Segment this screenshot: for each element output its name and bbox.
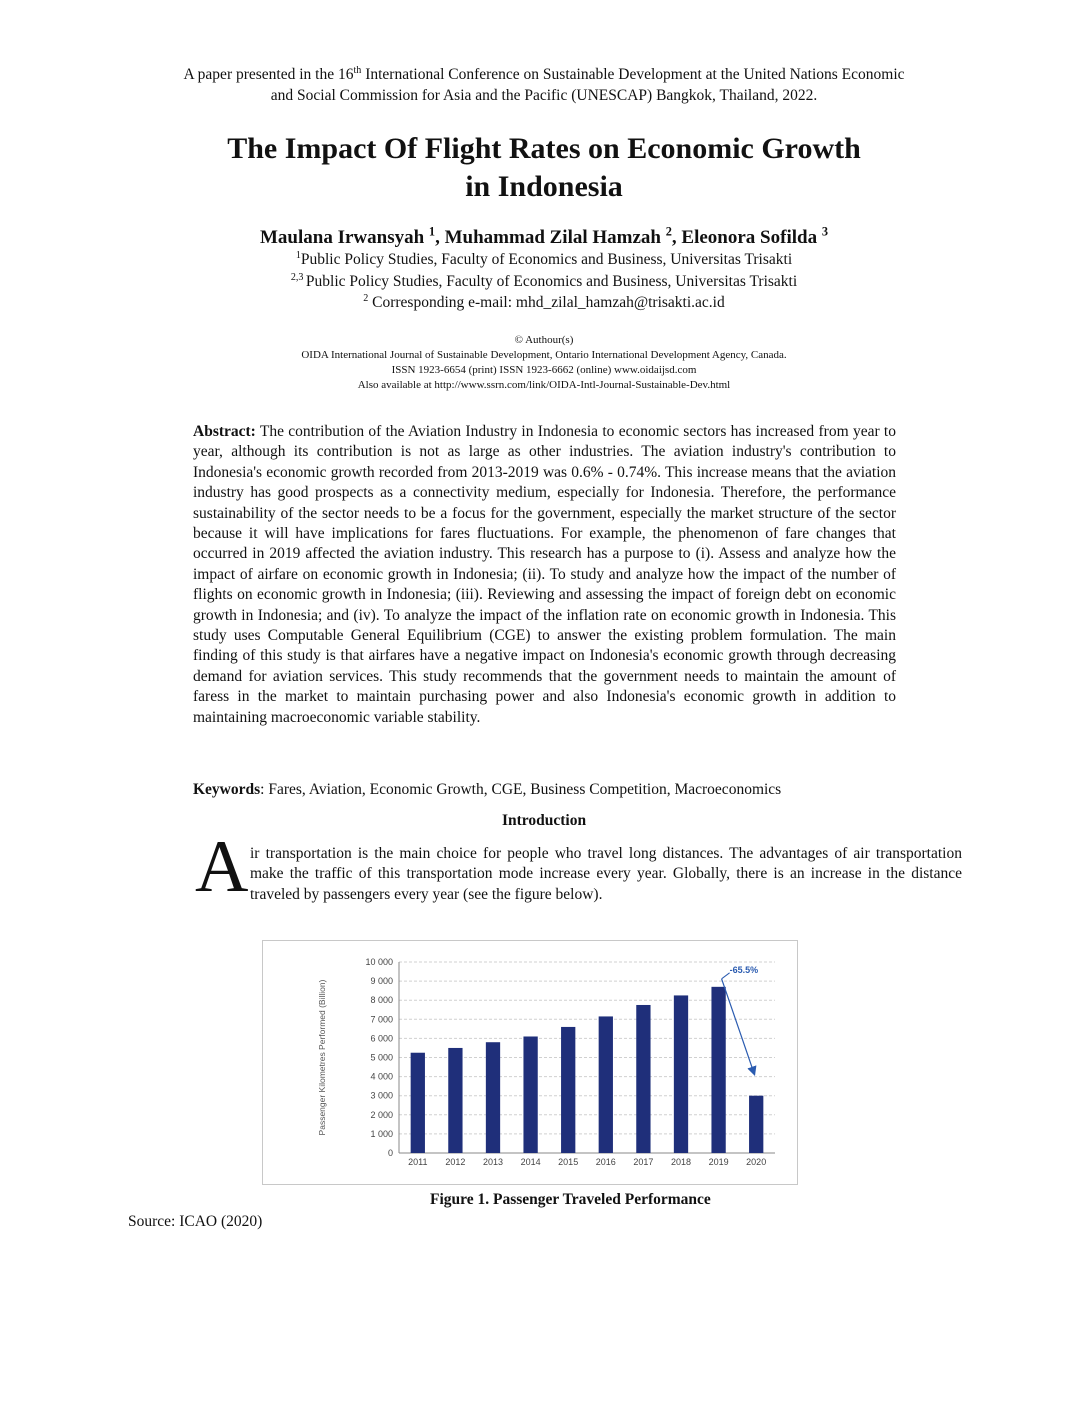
conference-note bbox=[112, 64, 976, 106]
affiliation-1-text: Public Policy Studies, Faculty of Economics and Business, Universitas Trisakti bbox=[300, 251, 793, 268]
issn-line: ISSN 1923-6654 (print) ISSN 1923-6662 (online) www.oidaijsd.com bbox=[391, 364, 697, 376]
affiliation-1 bbox=[144, 250, 944, 270]
abstract bbox=[193, 422, 896, 728]
y-tick-label: 9 000 bbox=[370, 976, 393, 987]
y-tick-label: 10 000 bbox=[365, 957, 393, 967]
bar bbox=[411, 1053, 425, 1153]
figure-1-chart bbox=[262, 940, 798, 1185]
x-tick-label: 2020 bbox=[746, 1157, 767, 1167]
bar bbox=[711, 987, 725, 1153]
bar bbox=[599, 1016, 613, 1153]
x-tick-label: 2019 bbox=[708, 1157, 729, 1167]
x-tick-label: 2014 bbox=[520, 1157, 541, 1167]
bar bbox=[674, 995, 688, 1153]
y-axis-title: Passenger Kilometres Performed (Billion) bbox=[317, 979, 327, 1136]
y-tick-label: 7 000 bbox=[370, 1014, 393, 1025]
abstract-text: The contribution of the Aviation Industry in Indonesia to economic sectors has increased from year to year, although its contribution is not as large as other industries. The aviation industry's contribution to Indonesia's economic growth recorded from 2013-2019 was 0.6% - 0.74%. This increase means that the aviation industry has good prospects as a connectivity medium, especially for Indonesia. Therefore, the performance sustainability of the sector needs to be a focus for the government, especially the market structure of the sector because it will have implications for fares fluctuations. For example, the phenomenon of fare changes that occurred in 2019 affected the aviation industry. This research has a purpose to (i). Assess and analyze how the impact of airfare on economic growth in Indonesia; (ii). To study and analyze how the impact of the number of flights on economic growth in Indonesia; (iii). Reviewing and assessing the impact of foreign debt on economic growth in Indonesia; and (iv). To analyze the impact of the inflation rate on economic growth in Indonesia. This study uses Computable General Equilibrium (CGE) to answer the existing problem formulation. The main finding of this study is that airfares have a negative impact on Indonesia's economic growth through decreasing demand for aviation services. This study recommends that the government needs to maintain the amount of faress in the market to maintain purchasing power and also Indonesia's economic growth in addition to maintaining macroeconomic variable stability. bbox=[193, 423, 896, 726]
y-tick-label: 0 bbox=[387, 1148, 393, 1158]
x-tick-label: 2012 bbox=[445, 1157, 466, 1167]
introduction-paragraph: ir transportation is the main choice for people who travel long distances. The advantages of air transportation make the traffic of this transportation mode increase every year. Globally, there is an increase in the distance traveled by passengers every year (see the figure below). bbox=[250, 845, 962, 903]
x-tick-label: 2015 bbox=[558, 1157, 579, 1167]
ordinal-suffix: th bbox=[353, 64, 362, 76]
bar bbox=[448, 1048, 462, 1153]
conference-note-line1-rest: International Conference on Sustainable Development at the United Nations Economic bbox=[361, 66, 905, 83]
author-2: , Muhammad Zilal Hamzah bbox=[435, 227, 666, 248]
x-tick-label: 2011 bbox=[408, 1157, 428, 1167]
paper-title-line2: in Indonesia bbox=[465, 170, 623, 203]
corresponding-email bbox=[144, 293, 944, 313]
affiliation-2 bbox=[144, 272, 944, 292]
paper-title bbox=[144, 130, 944, 206]
bar-chart-svg bbox=[263, 941, 797, 1184]
y-tick-label: 8 000 bbox=[370, 995, 393, 1006]
figure-source: Source: ICAO (2020) bbox=[128, 1213, 263, 1230]
annotation-leader bbox=[722, 973, 730, 979]
author-1-marker: 1 bbox=[428, 224, 436, 239]
affiliation-2-marker: 2,3 bbox=[290, 271, 306, 283]
abstract-label: Abstract: bbox=[193, 423, 256, 440]
conference-note-line2: and Social Commission for Asia and the Pacific (UNESCAP) Bangkok, Thailand, 2022. bbox=[270, 87, 818, 104]
author-list bbox=[144, 226, 944, 250]
figure-caption: Figure 1. Passenger Traveled Performance bbox=[430, 1191, 711, 1208]
author-1: Maulana Irwansyah bbox=[260, 227, 429, 248]
bar bbox=[636, 1005, 650, 1153]
paper-title-line1: The Impact Of Flight Rates on Economic Growth bbox=[227, 132, 861, 165]
journal-line: OIDA International Journal of Sustainable Development, Ontario International Development Agency, Canada. bbox=[301, 349, 787, 361]
affiliation-1-marker: 1 bbox=[295, 249, 301, 261]
email-marker: 2 bbox=[363, 292, 369, 304]
change-arrow bbox=[722, 979, 755, 1074]
y-tick-label: 4 000 bbox=[370, 1071, 393, 1082]
y-tick-label: 5 000 bbox=[370, 1052, 393, 1063]
section-heading-introduction: Introduction bbox=[501, 812, 587, 829]
y-tick-label: 6 000 bbox=[370, 1033, 393, 1044]
ssrn-line: Also available at http://www.ssrn.com/link/OIDA-Intl-Journal-Sustainable-Dev.html bbox=[357, 379, 731, 391]
keywords-label: Keywords bbox=[193, 781, 261, 798]
bar bbox=[523, 1036, 537, 1153]
annotation-label: -65.5% bbox=[729, 964, 759, 975]
x-tick-label: 2018 bbox=[670, 1157, 692, 1167]
x-tick-label: 2016 bbox=[595, 1157, 616, 1167]
keywords bbox=[193, 780, 896, 800]
copyright-line: © Authour(s) bbox=[514, 334, 574, 346]
author-3-marker: 3 bbox=[821, 224, 828, 239]
y-tick-label: 2 000 bbox=[370, 1109, 393, 1120]
email-text: Corresponding e-mail: mhd_zilal_hamzah@trisakti.ac.id bbox=[368, 294, 725, 311]
bar bbox=[561, 1027, 575, 1153]
affiliation-2-text: Public Policy Studies, Faculty of Economics and Business, Universitas Trisakti bbox=[305, 273, 798, 290]
keywords-text: : Fares, Aviation, Economic Growth, CGE, Business Competition, Macroeconomics bbox=[260, 781, 782, 798]
author-2-marker: 2 bbox=[665, 224, 672, 239]
conference-note-line1 bbox=[112, 64, 976, 85]
conference-note-line1-text: A paper presented in the 16 bbox=[183, 66, 354, 83]
bar bbox=[486, 1042, 500, 1153]
x-tick-label: 2013 bbox=[482, 1157, 504, 1167]
author-3: , Eleonora Sofilda bbox=[671, 227, 822, 248]
y-tick-label: 3 000 bbox=[370, 1090, 393, 1101]
bar bbox=[749, 1096, 763, 1153]
drop-cap: A bbox=[195, 826, 249, 908]
x-tick-label: 2017 bbox=[633, 1157, 654, 1167]
y-tick-label: 1 000 bbox=[370, 1128, 393, 1139]
